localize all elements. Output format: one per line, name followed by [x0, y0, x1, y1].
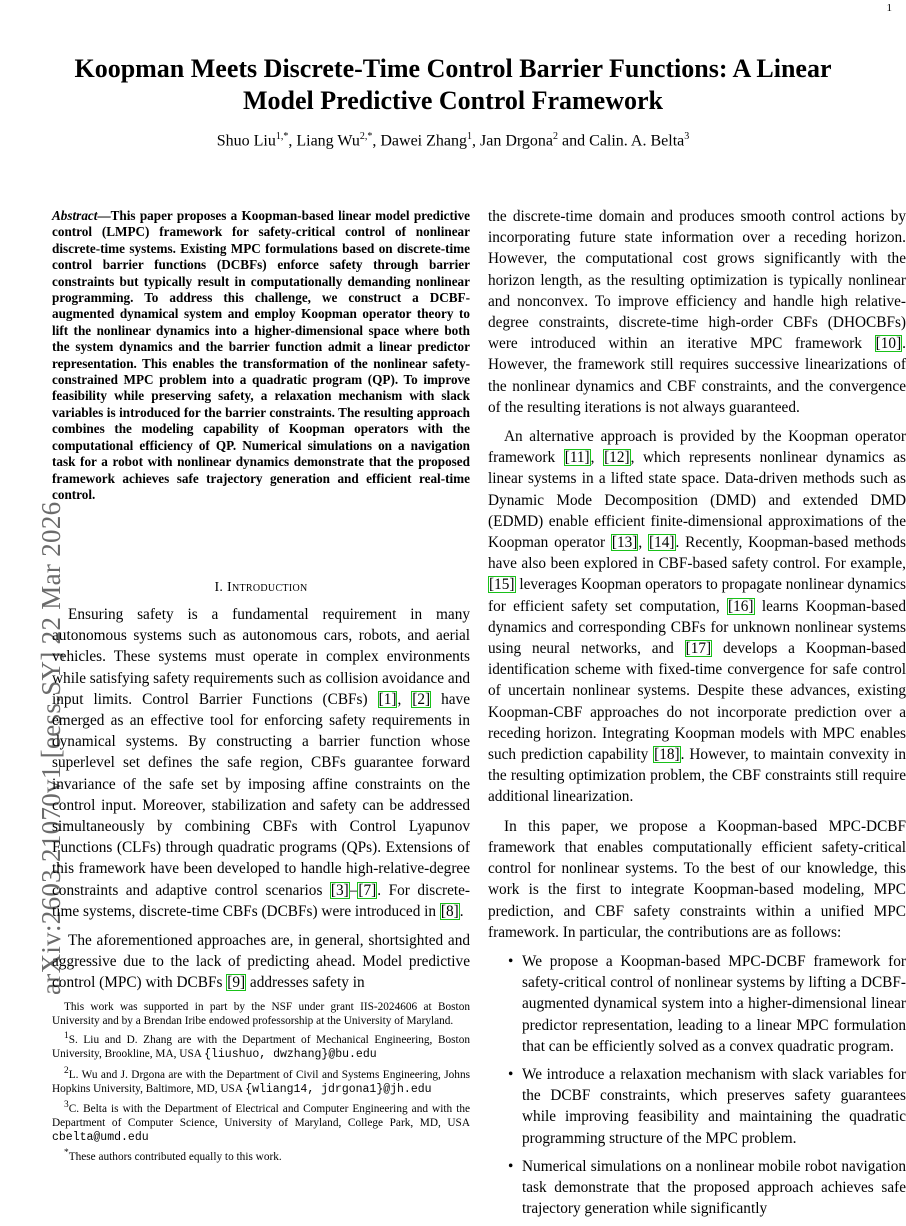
citation-link[interactable]: [8]	[440, 902, 459, 920]
contribution-item: • Numerical simulations on a nonlinear mobile robot navigation task demonstrate that the proposed approach achieves safe trajectory generation while significantly	[522, 1156, 906, 1220]
email-1[interactable]: {liushuo, dwzhang}@bu.edu	[204, 1048, 377, 1062]
author-affiliation-mark: 2	[553, 131, 559, 142]
author-affiliation-mark: 1	[467, 131, 472, 142]
citation-link[interactable]: [18]	[654, 746, 680, 764]
right-column	[488, 206, 906, 1226]
citation-link[interactable]: [10]	[875, 335, 902, 353]
equal-contribution-footnote: *These authors contributed equally to this work.	[64, 1148, 282, 1163]
intro-paragraph-2-continued: the discrete-time domain and produces smooth control actions by incorporating future state information over a receding horizon. However, the computational cost grows significantly with the horizon length, as the resulting optimization is typically nonlinear and nonconvex. To improve efficiency and handle high relative-degree constraints, discrete-time high-order CBFs (DHOCBFs) were introduced within an iterative MPC framework [10]. However, the framework still requires successive linearizations of the nonlinear dynamics and CBF constraints, and the convergence of the resulting iterations is not always guaranteed.	[488, 208, 906, 416]
abstract	[52, 208, 470, 503]
citation-link[interactable]: [9]	[227, 974, 246, 992]
affiliation-footnote-3: $^3$C. Belta is with the Department of Electrical and Computer Engineering and with the Department of Computer Science, University of Maryland, College Park, MD, USA cbelta@umd.edu	[52, 1099, 470, 1144]
author-name: Calin. A. Belta	[589, 132, 685, 150]
funding-footnote: This work was supported in part by the NSF under grant IIS-2024606 at Boston University and by a Brendan Iribe endowed professorship at the University of Maryland.	[52, 1001, 470, 1028]
contribution-item: • We propose a Koopman-based MPC-DCBF framework for safety-critical control of nonlinear systems by lifting a DCBF-augmented dynamical system into a higher-dimensional linear predictor representation, leading to a linear MPC formulation that can be efficiently solved as a convex quadratic program.	[522, 951, 906, 1057]
citation-link[interactable]: [2]	[412, 690, 431, 708]
author-name: Jan Drgona	[480, 132, 554, 150]
affiliation-footnote-1: $^1$S. Liu and D. Zhang are with the Department of Mechanical Engineering, Boston University, Brookline, MA, USA {liushuo, dwzhang}@bu.edu	[52, 1031, 470, 1062]
intro-paragraph-2-start: The aforementioned approaches are, in general, shortsighted and aggressive due to the lack of predicting ahead. Model predictive control (MPC) with DCBFs [9] addresses safety in	[52, 932, 470, 992]
contributions-list	[488, 951, 906, 1219]
intro-paragraph-3: An alternative approach is provided by the Koopman operator framework [11], [12], which represents nonlinear dynamics as linear systems in a lifted state space. Data-driven methods such as Dynamic Mode Decomposition (DMD) and extended DMD (EDMD) enable efficient finite-dimensional approximations of the Koopman operator [13], [14]. Recently, Koopman-based methods have also been explored in CBF-based safety control. For example, [15] leverages Koopman operators to propagate nonlinear dynamics for efficient safety set computation, [16] learns Koopman-based dynamics and corresponding CBFs for unknown nonlinear systems using neural networks, and [17] develops a Koopman-based identification scheme with fixed-time convergence for safe control of uncertain nonlinear systems. Despite these advances, existing Koopman-CBF approaches do not incorporate prediction over a receding horizon. Integrating Koopman models with MPC enables such prediction capability [18]. However, to maintain convexity in the resulting optimization problem, the CBF constraints still require additional linearization.	[488, 428, 906, 806]
citation-link[interactable]: [11]	[564, 449, 590, 467]
page-number: 1	[886, 2, 892, 14]
left-column	[52, 604, 470, 1002]
paper-title: Koopman Meets Discrete-Time Control Barrier Functions: A Linear Model Predictive Control Framework	[74, 54, 832, 115]
intro-paragraph-1: Ensuring safety is a fundamental requirement in many autonomous systems such as autonomous cars, robots, and aerial vehicles. These systems must operate in complex environments while satisfying safety requirements such as collision avoidance and input limits. Control Barrier Functions (CBFs) [1], [2] have emerged as an effective tool for enforcing safety requirements in dynamical systems. By constructing a barrier function whose superlevel set defines the safe region, CBFs guarantee forward invariance of the safe set by imposing affine constraints on the control input. Moreover, stabilization and safety can be addressed simultaneously by combining CBFs with Control Lyapunov Functions (CLFs) through quadratic programs (QPs). Extensions of this framework have been developed to handle high-relative-degree constraints and adaptive control scenarios [3]–[7]. For discrete-time systems, discrete-time CBFs (DCBFs) were introduced in [8].	[52, 606, 470, 920]
author-name: Liang Wu	[296, 132, 360, 150]
section-heading-introduction: I. Introduction	[214, 580, 308, 595]
intro-paragraph-4: In this paper, we propose a Koopman-based MPC-DCBF framework that enables computationally efficient safety-critical control for nonlinear systems. To the best of our knowledge, this work is the first to integrate Koopman-based modeling, MPC prediction, and CBF safety constraints within a unified MPC framework. In particular, the contributions are as follows:	[488, 817, 906, 941]
email-3[interactable]: cbelta@umd.edu	[52, 1130, 149, 1144]
contribution-item: • We introduce a relaxation mechanism with slack variables for the DCBF constraints, which preserves safety guarantees while improving feasibility and maintaining the quadratic programming structure of the MPC problem.	[522, 1064, 906, 1149]
citation-link[interactable]: [16]	[728, 597, 754, 615]
citation-link[interactable]: [7]	[358, 881, 377, 899]
citation-link[interactable]: [12]	[604, 449, 630, 467]
author-list: Shuo Liu$^{1,*}$, Liang $Wu^{2,*}$, Dawei Zhang$^1$, Jan Drgona$^2$ and Calin. A. Belta$^3$	[216, 131, 690, 150]
citation-link[interactable]: [14]	[649, 534, 675, 552]
author-affiliation-mark: 2,*	[359, 131, 373, 142]
citation-link[interactable]: [17]	[685, 640, 712, 658]
affiliation-footnote-2: $^2$L. Wu and J. Drgona are with the Department of Civil and Systems Engineering, Johns Hopkins University, Baltimore, MD, USA {wliang14, jdrgona1}@jh.edu	[52, 1065, 470, 1096]
citation-link[interactable]: [1]	[378, 690, 397, 708]
email-2[interactable]: {wliang14, jdrgona1}@jh.edu	[245, 1082, 432, 1096]
citation-link[interactable]: [15]	[489, 576, 515, 594]
abstract-label: Abstract	[52, 208, 98, 223]
citation-link[interactable]: [13]	[611, 534, 638, 552]
author-affiliation-mark: 1,*	[275, 131, 289, 142]
arxiv-stamp: arXiv:2603.21070v1 [eess.SY] 22 Mar 2026	[36, 501, 66, 995]
author-name: Dawei Zhang	[380, 132, 467, 150]
abstract-text: —This paper proposes a Koopman-based linear model predictive control (LMPC) framework for safety-critical control of nonlinear discrete-time systems. Existing MPC formulations based on discrete-time control barrier functions (DCBFs) enforce safety through barrier constraints but typically result in computationally demanding nonlinear programming. To address this challenge, we construct a DCBF-augmented dynamical system and employ Koopman operator theory to lift the nonlinear dynamics into a higher-dimensional space where both the system dynamics and the barrier function admit a linear predictor representation. This enables the transformation of the nonlinear safety-constrained MPC problem into a quadratic program (QP). To improve feasibility while preserving safety, a relaxation mechanism with slack variables is introduced for the barrier constraints. The resulting approach combines the modeling capability of Koopman operators with the computational efficiency of QP. Numerical simulations on a navigation task for a robot with nonlinear dynamics demonstrate that the proposed framework achieves safe trajectory generation and efficient real-time control.	[52, 208, 470, 502]
author-name: Shuo Liu	[216, 132, 276, 150]
footnotes	[52, 1000, 470, 1165]
author-affiliation-mark: 3	[684, 131, 690, 142]
citation-link[interactable]: [3]	[330, 881, 349, 899]
